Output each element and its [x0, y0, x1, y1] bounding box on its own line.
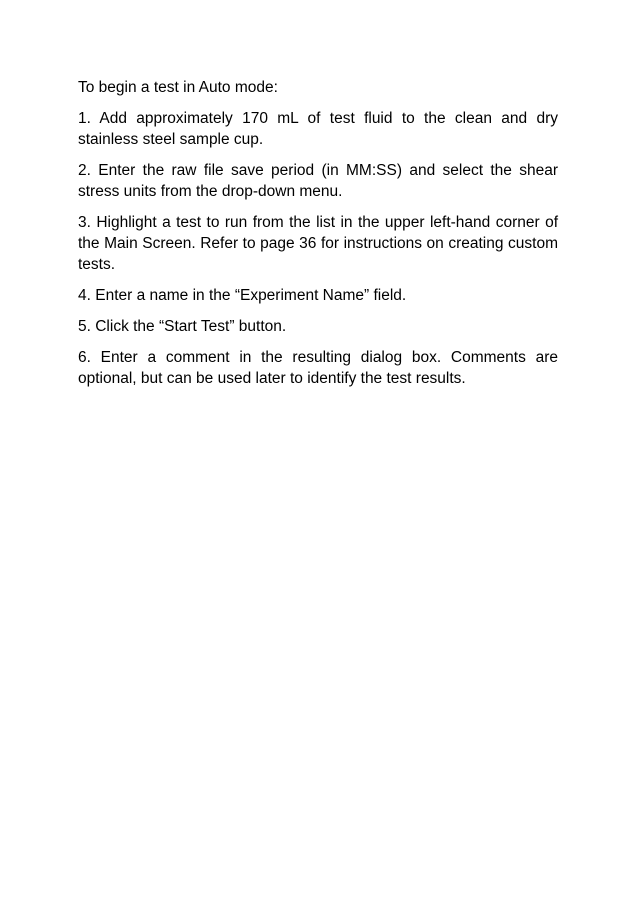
- instructions-block: [78, 77, 558, 399]
- step-6: 6. Enter a comment in the resulting dialog box. Comments are optional, but can be used later to identify the test results.: [78, 349, 558, 387]
- step-4: 4. Enter a name in the “Experiment Name” field.: [78, 287, 407, 304]
- step-1: 1. Add approximately 170 mL of test fluid to the clean and dry stainless steel sample cup.: [78, 110, 558, 148]
- step-2: 2. Enter the raw file save period (in MM:SS) and select the shear stress units from the drop-down menu.: [78, 162, 558, 200]
- step-5: 5. Click the “Start Test” button.: [78, 318, 287, 335]
- intro-text: To begin a test in Auto mode:: [78, 79, 278, 96]
- step-3: 3. Highlight a test to run from the list in the upper left-hand corner of the Main Screen. Refer to page 36 for instructions on creating custom tests.: [78, 214, 558, 273]
